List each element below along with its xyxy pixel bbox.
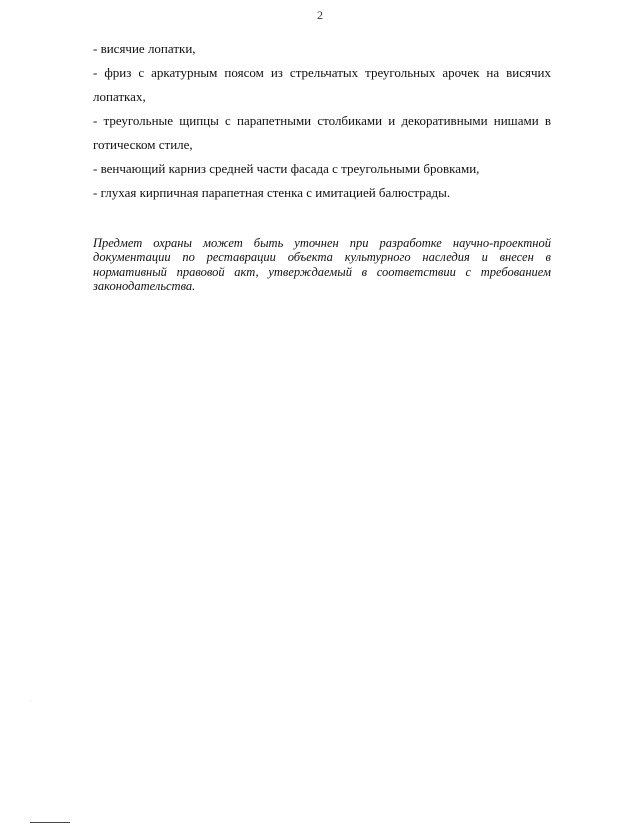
- list-item: - висячие лопатки,: [93, 41, 196, 56]
- list-item: - фриз с аркатурным поясом из стрельчатых треугольных арочек на висячих лопатках,: [93, 65, 551, 104]
- list-item: - треугольные щипцы с парапетными столбиками и декоративными нишами в готическом стиле,: [93, 113, 551, 152]
- scan-artifact: [30, 700, 31, 701]
- protected-features-list: [93, 37, 551, 205]
- page-number: 2: [317, 8, 323, 22]
- list-item: - глухая кирпичная парапетная стенка с имитацией балюстрады.: [93, 185, 451, 200]
- list-item: - венчающий карниз средней части фасада с треугольными бровками,: [93, 161, 480, 176]
- footer-rule: [30, 822, 70, 823]
- protection-note: Предмет охраны может быть уточнен при разработке научно-проектной документации по реставрации объекта культурного наследия и внесен в нормативный правовой акт, утверждаемый в соответствии с требованием законодательства.: [93, 235, 551, 293]
